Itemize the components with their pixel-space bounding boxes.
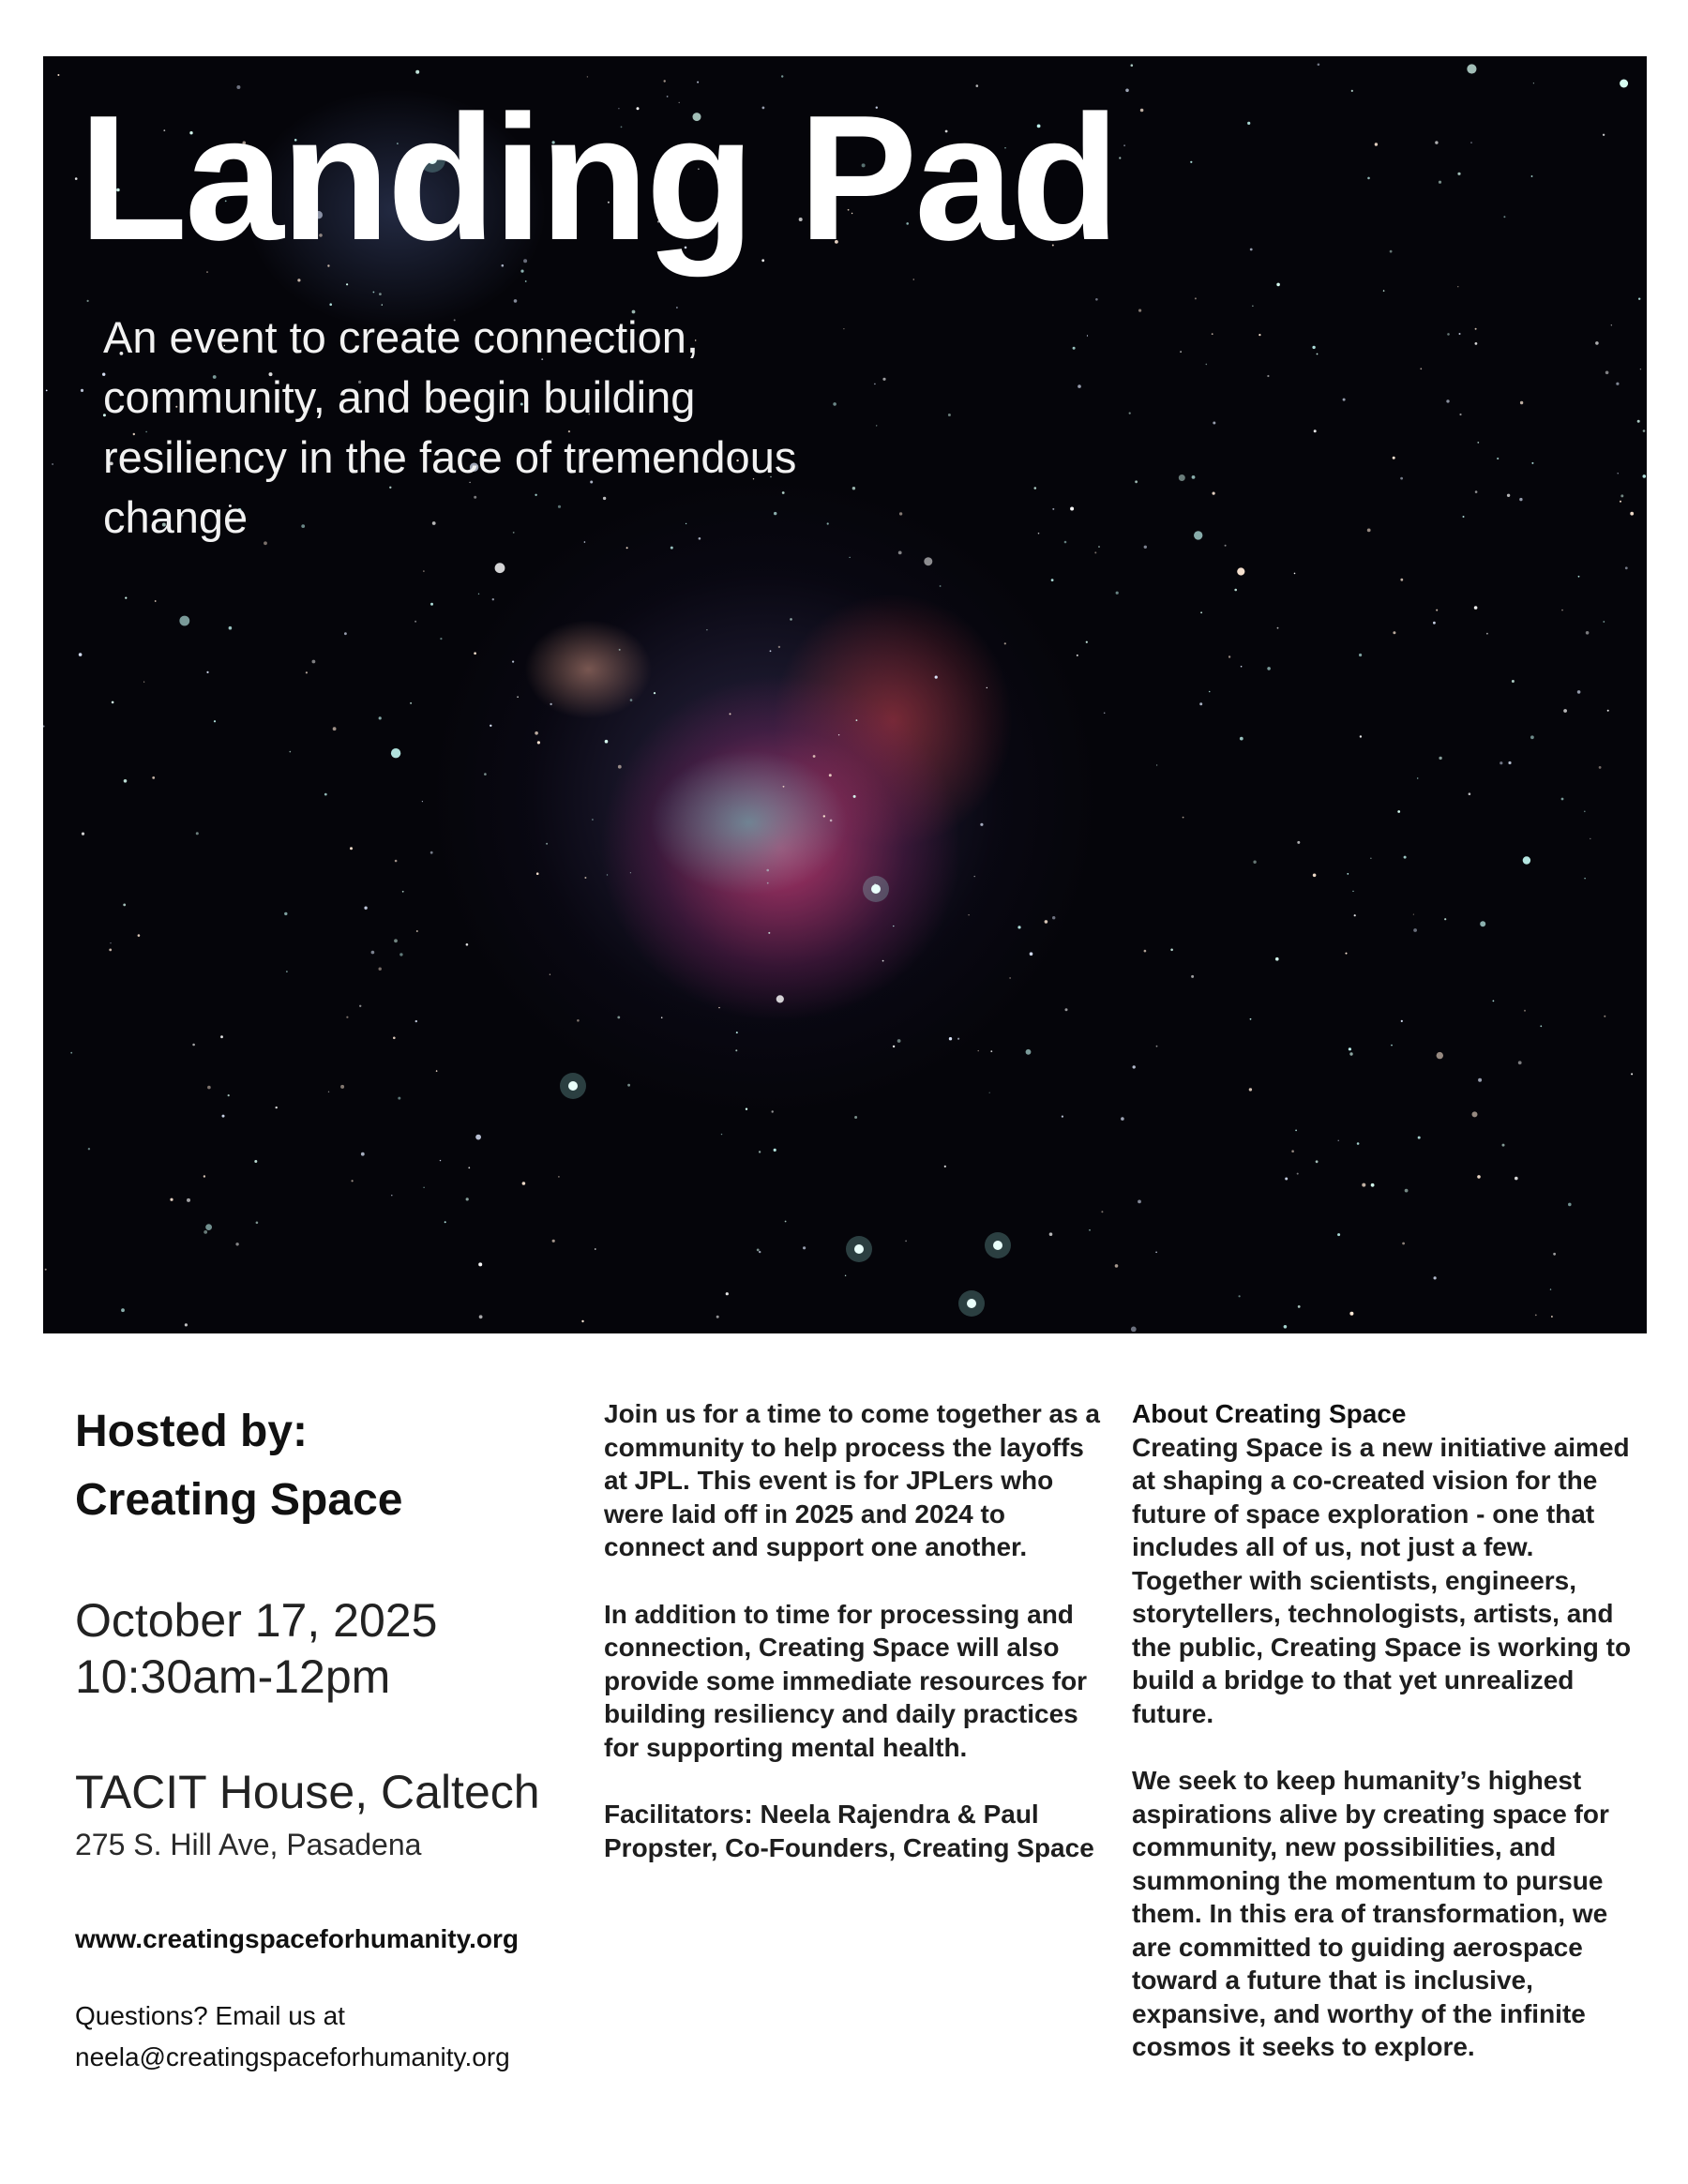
event-date: October 17, 2025	[75, 1594, 438, 1647]
mission-paragraph: We seek to keep humanity’s highest aspirations alive by creating space for community, new possibilities, and summoning the momentum to pursue them. In this era of transformation, we are committed to guiding aerospace toward a future that is inclusive, expansive, and worthy of the infinite cosmos it seeks to explore.	[1132, 1766, 1609, 2061]
about-column	[1132, 1397, 1638, 2098]
event-resources-paragraph: In addition to time for processing and connection, Creating Space will also provide some immediate resources for building resiliency and daily practices for supporting mental health.	[604, 1599, 1088, 1762]
event-venue: TACIT House, Caltech	[75, 1766, 540, 1818]
about-heading: About Creating Space	[1132, 1399, 1407, 1428]
contact-email-link[interactable]: neela@creatingspaceforhumanity.org	[75, 2042, 510, 2071]
hero-banner	[43, 56, 1647, 1333]
facilitators-paragraph: Facilitators: Neela Rajendra & Paul Propster, Co-Founders, Creating Space	[604, 1800, 1094, 1862]
event-address: 275 S. Hill Ave, Pasadena	[75, 1828, 422, 1861]
website-link[interactable]: www.creatingspaceforhumanity.org	[75, 1924, 519, 1953]
event-time: 10:30am-12pm	[75, 1650, 391, 1703]
event-intro-paragraph: Join us for a time to come together as a community to help process the layoffs at JPL. This event is for JPLers who were laid off in 2025 and 2024 to connect and support one another.	[604, 1399, 1101, 1561]
event-details-column	[604, 1397, 1110, 1898]
questions-label: Questions? Email us at	[75, 2001, 345, 2030]
host-name: Creating Space	[75, 1475, 403, 1525]
about-paragraph: Creating Space is a new initiative aimed at shaping a co-created vision for the future of space exploration - one that includes all of us, not just a few. Together with scientists, engineers, storytellers, technologists, artists, and the public, Creating Space is working to build a bridge to that yet unrealized future.	[1132, 1432, 1632, 1728]
event-info-column	[75, 1397, 581, 2078]
event-title: Landing Pad	[79, 79, 1117, 278]
hosted-by-label: Hosted by:	[75, 1407, 309, 1456]
event-tagline: An event to create connection, community, and begin building resiliency in the face of tremendous change	[103, 312, 797, 542]
